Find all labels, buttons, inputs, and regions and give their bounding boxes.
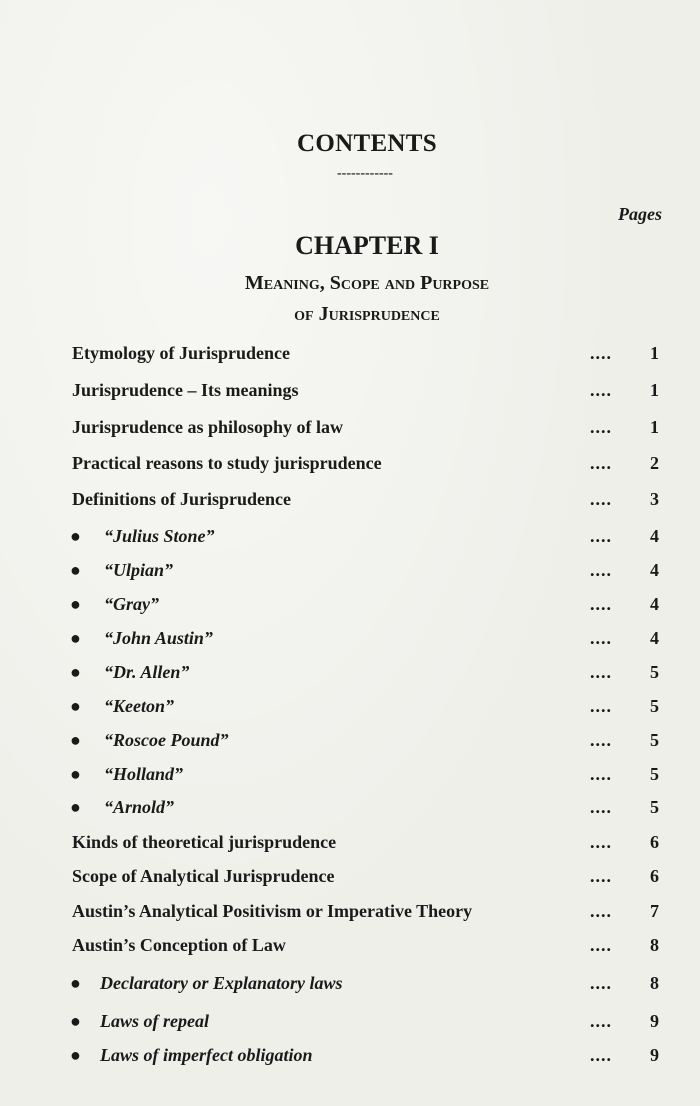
page-number: 5	[650, 797, 659, 817]
toc-entry-title: Austin’s Conception of Law	[72, 935, 286, 955]
dot-leader: ....	[590, 832, 612, 852]
page-number: 4	[650, 560, 659, 580]
page-number: 5	[650, 662, 659, 682]
toc-entry-title: Laws of imperfect obligation	[100, 1045, 313, 1065]
page-number: 5	[650, 696, 659, 716]
toc-entry-title: “Gray”	[104, 594, 159, 614]
dot-leader: ....	[590, 973, 612, 993]
dot-leader: ....	[590, 1045, 612, 1065]
bullet-icon: ●	[70, 526, 81, 546]
bullet-icon: ●	[70, 662, 81, 682]
toc-subentry[interactable]	[0, 797, 700, 827]
toc-entry-title: Definitions of Jurisprudence	[72, 489, 292, 509]
toc-entry-title: Practical reasons to study jurisprudence	[72, 453, 382, 473]
bullet-icon: ●	[70, 797, 81, 817]
page-number: 7	[650, 901, 659, 921]
dot-leader: ....	[590, 453, 612, 473]
dot-leader: ....	[590, 935, 612, 955]
dot-leader: ....	[590, 560, 612, 580]
toc-entry-title: “Arnold”	[104, 797, 175, 817]
toc-entry-title: “Dr. Allen”	[104, 662, 190, 682]
page-number: 9	[650, 1011, 659, 1031]
bullet-icon: ●	[70, 1045, 81, 1065]
dot-leader: ....	[590, 380, 612, 400]
toc-entry-title: Kinds of theoretical jurisprudence	[72, 832, 337, 852]
toc-entry-title: “Holland”	[104, 764, 184, 784]
dot-leader: ....	[590, 866, 612, 886]
toc-subentry[interactable]	[0, 628, 700, 658]
toc-entry-title: Declaratory or Explanatory laws	[100, 973, 343, 993]
dot-leader: ....	[590, 730, 612, 750]
toc-entry[interactable]	[0, 453, 700, 483]
dot-leader: ....	[590, 343, 612, 363]
chapter-title: CHAPTER I	[295, 231, 439, 260]
dot-leader: ....	[590, 1011, 612, 1031]
chapter-subtitle-line-2: of Jurisprudence	[294, 303, 440, 325]
toc-entry-title: “Julius Stone”	[104, 526, 215, 546]
dot-leader: ....	[590, 696, 612, 716]
toc-entry[interactable]	[0, 832, 700, 862]
bullet-icon: ●	[70, 696, 81, 716]
toc-subentry[interactable]	[0, 662, 700, 692]
toc-subentry[interactable]	[0, 696, 700, 726]
toc-entry-title: Scope of Analytical Jurisprudence	[72, 866, 335, 886]
page-number: 5	[650, 730, 659, 750]
page-number: 1	[650, 343, 659, 363]
dot-leader: ....	[590, 764, 612, 784]
page-number: 6	[650, 866, 659, 886]
toc-entry-title: Jurisprudence as philosophy of law	[72, 417, 344, 437]
page-number: 5	[650, 764, 659, 784]
toc-subentry[interactable]	[0, 594, 700, 624]
bullet-icon: ●	[70, 730, 81, 750]
bullet-icon: ●	[70, 628, 81, 648]
dot-leader: ....	[590, 526, 612, 546]
dot-leader: ....	[590, 628, 612, 648]
dot-leader: ....	[590, 662, 612, 682]
toc-subentry[interactable]	[0, 1045, 700, 1075]
toc-subentry[interactable]	[0, 764, 700, 794]
toc-entry[interactable]	[0, 489, 700, 519]
toc-entry-title: “John Austin”	[104, 628, 213, 648]
toc-entry[interactable]	[0, 380, 700, 410]
toc-entry[interactable]	[0, 935, 700, 965]
toc-entry[interactable]	[0, 901, 700, 931]
toc-subentry[interactable]	[0, 526, 700, 556]
contents-title: CONTENTS	[297, 130, 437, 157]
page-number: 1	[650, 380, 659, 400]
page-number: 4	[650, 594, 659, 614]
page-number: 8	[650, 935, 659, 955]
page-number: 3	[650, 489, 659, 509]
bullet-icon: ●	[70, 594, 81, 614]
toc-entry-title: “Keeton”	[104, 696, 174, 716]
page-number: 6	[650, 832, 659, 852]
dot-leader: ....	[590, 489, 612, 509]
toc-entry-title: Etymology of Jurisprudence	[72, 343, 290, 363]
toc-entry[interactable]	[0, 343, 700, 373]
page-number: 8	[650, 973, 659, 993]
bullet-icon: ●	[70, 1011, 81, 1031]
toc-entry-title: “Ulpian”	[104, 560, 174, 580]
toc-entry-title: “Roscoe Pound”	[104, 730, 229, 750]
pages-column-label: Pages	[618, 204, 662, 224]
title-divider: ------------	[337, 166, 393, 181]
toc-entry-title: Austin’s Analytical Positivism or Imperative Theory	[72, 901, 473, 921]
toc-subentry[interactable]	[0, 560, 700, 590]
page-number: 2	[650, 453, 659, 473]
page-number: 9	[650, 1045, 659, 1065]
bullet-icon: ●	[70, 764, 81, 784]
toc-subentry[interactable]	[0, 730, 700, 760]
chapter-subtitle-line-1: Meaning, Scope and Purpose	[244, 272, 490, 294]
toc-entry-title: Jurisprudence – Its meanings	[72, 380, 299, 400]
page-number: 4	[650, 526, 659, 546]
toc-entry-title: Laws of repeal	[100, 1011, 209, 1031]
dot-leader: ....	[590, 797, 612, 817]
page-number: 4	[650, 628, 659, 648]
page-number: 1	[650, 417, 659, 437]
toc-entry[interactable]	[0, 866, 700, 896]
dot-leader: ....	[590, 417, 612, 437]
dot-leader: ....	[590, 594, 612, 614]
bullet-icon: ●	[70, 973, 81, 993]
toc-entry[interactable]	[0, 417, 700, 447]
toc-subentry[interactable]	[0, 973, 700, 1003]
toc-subentry[interactable]	[0, 1011, 700, 1041]
dot-leader: ....	[590, 901, 612, 921]
bullet-icon: ●	[70, 560, 81, 580]
